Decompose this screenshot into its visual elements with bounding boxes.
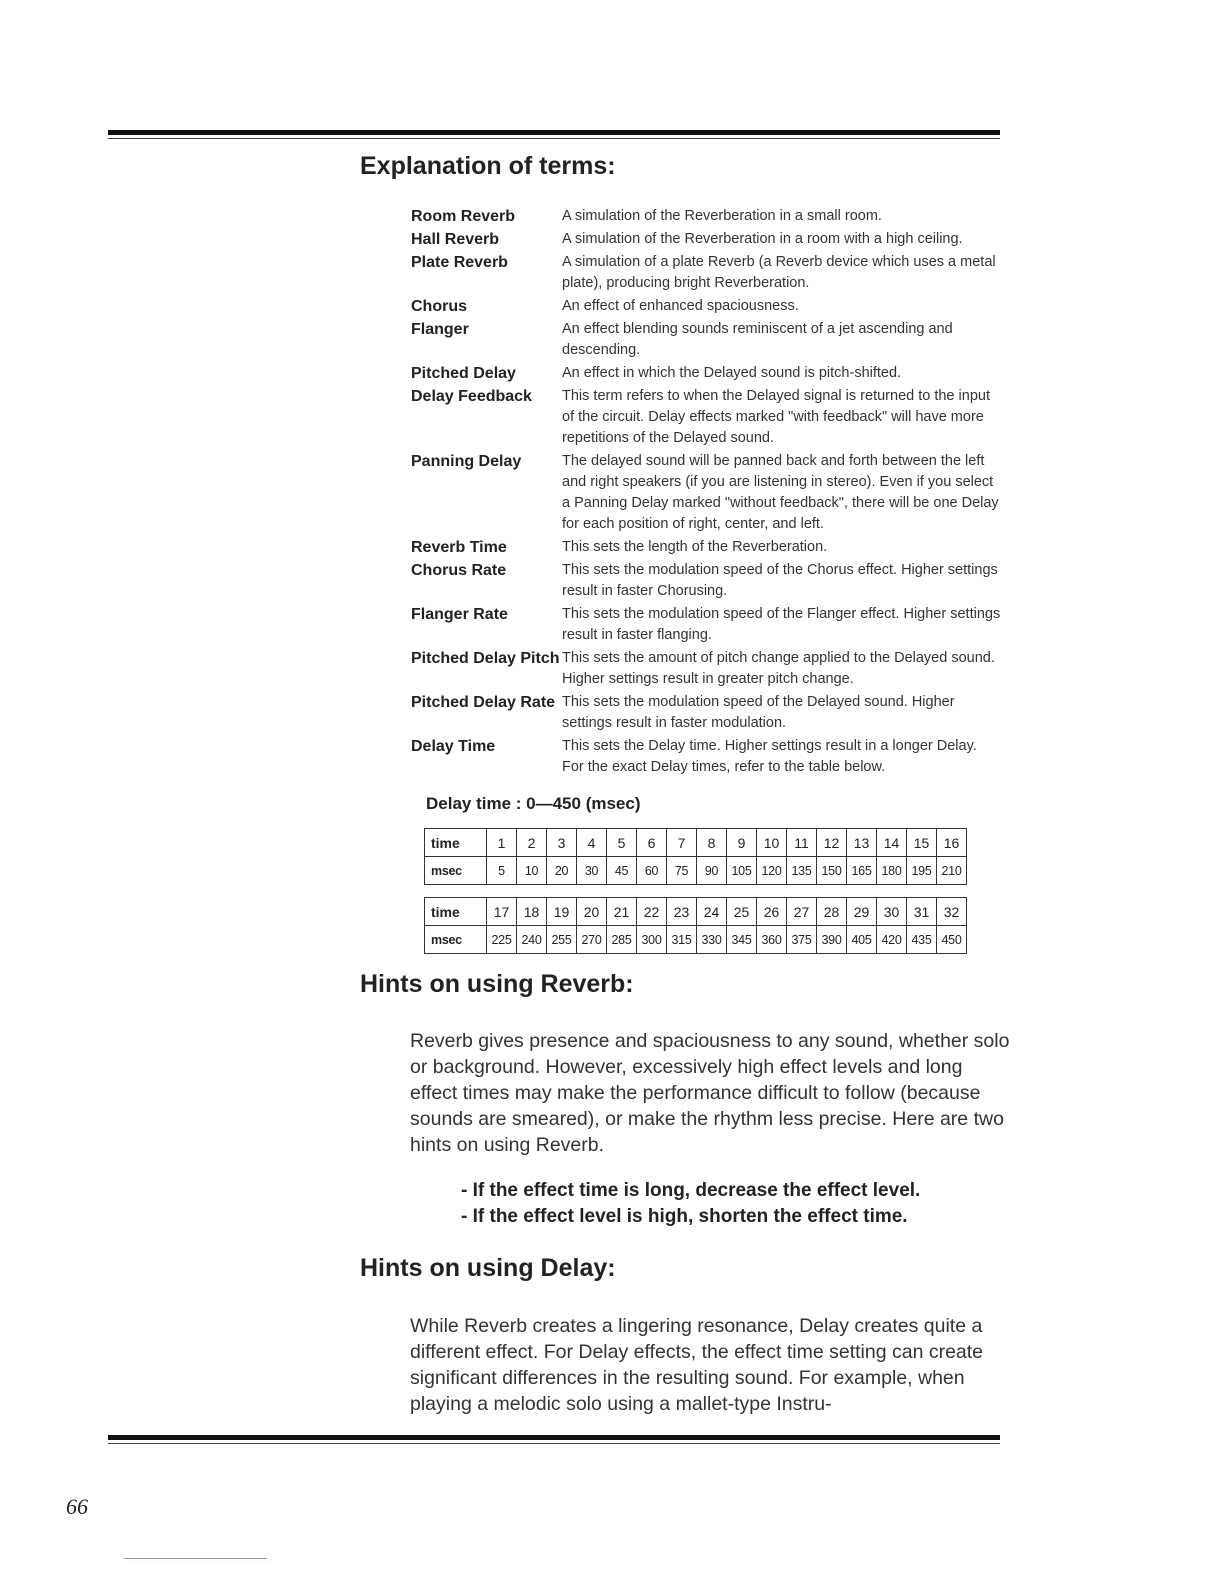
term-definition: This sets the amount of pitch change applied to the Delayed sound. Higher settings result in greater pitch change. <box>562 650 995 687</box>
term-label: Delay Feedback <box>411 388 532 405</box>
delay-time-table <box>424 828 967 885</box>
term-definition: A simulation of a plate Reverb (a Reverb device which uses a metal plate), producing bright Reverberation. <box>562 254 996 291</box>
term-row <box>411 252 1011 294</box>
msec-cell: 195 <box>907 857 937 885</box>
msec-cell: 180 <box>877 857 907 885</box>
time-cell: 8 <box>697 829 727 857</box>
msec-cell: 225 <box>487 926 517 954</box>
term-row <box>411 537 1011 558</box>
time-cell: 1 <box>487 829 517 857</box>
msec-cell: 285 <box>607 926 637 954</box>
msec-cell: 5 <box>487 857 517 885</box>
time-cell: 31 <box>907 898 937 926</box>
time-cell: 13 <box>847 829 877 857</box>
time-cell: 22 <box>637 898 667 926</box>
term-definition: This sets the modulation speed of the Flanger effect. Higher settings result in faster flanging. <box>562 606 1001 643</box>
term-definition: This sets the length of the Reverberation. <box>562 539 828 555</box>
term-label: Pitched Delay Rate <box>411 694 556 711</box>
reverb-hints-list <box>461 1178 920 1230</box>
msec-cell: 405 <box>847 926 877 954</box>
msec-cell: 10 <box>517 857 547 885</box>
term-label: Pitched Delay <box>411 365 516 382</box>
msec-cell: 435 <box>907 926 937 954</box>
term-label: Chorus Rate <box>411 562 507 579</box>
msec-cell: 210 <box>937 857 967 885</box>
reverb-hints-title: Hints on using Reverb: <box>360 970 634 998</box>
msec-cell: 20 <box>547 857 577 885</box>
time-cell: 11 <box>787 829 817 857</box>
term-label: Room Reverb <box>411 208 516 225</box>
time-row <box>425 898 967 926</box>
msec-cell: 90 <box>697 857 727 885</box>
msec-cell: 135 <box>787 857 817 885</box>
top-rule <box>108 130 1000 139</box>
time-cell: 27 <box>787 898 817 926</box>
term-definition: The delayed sound will be panned back and forth between the left and right speakers (if you are listening in stereo). Even if you select a Panning Delay marked "without feedback", there will be one Delay for each position of right, center, and left. <box>562 453 999 532</box>
time-cell: 24 <box>697 898 727 926</box>
time-row <box>425 829 967 857</box>
time-cell: 25 <box>727 898 757 926</box>
msec-cell: 120 <box>757 857 787 885</box>
term-definition: An effect of enhanced spaciousness. <box>562 298 799 314</box>
term-label: Delay Time <box>411 738 496 755</box>
footer-line <box>124 1558 267 1559</box>
term-definition: An effect blending sounds reminiscent of a jet ascending and descending. <box>562 321 953 358</box>
msec-cell: 45 <box>607 857 637 885</box>
term-row <box>411 206 1011 227</box>
msec-cell: 375 <box>787 926 817 954</box>
time-row-label: time <box>425 898 487 926</box>
msec-cell: 390 <box>817 926 847 954</box>
msec-row-label: msec <box>425 926 487 954</box>
term-row <box>411 363 1011 384</box>
term-row <box>411 451 1011 535</box>
term-row <box>411 560 1011 602</box>
time-cell: 28 <box>817 898 847 926</box>
msec-cell: 240 <box>517 926 547 954</box>
reverb-hints-paragraph: Reverb gives presence and spaciousness to any sound, whether solo or background. However, excessively high effect levels and long effect times may make the performance difficult to follow (because sounds are smeared), or make the rhythm less precise. Here are two hints on using Reverb. <box>410 1030 1010 1156</box>
msec-row-label: msec <box>425 857 487 885</box>
msec-cell: 360 <box>757 926 787 954</box>
time-cell: 23 <box>667 898 697 926</box>
term-label: Panning Delay <box>411 453 522 470</box>
term-label: Reverb Time <box>411 539 507 556</box>
msec-cell: 165 <box>847 857 877 885</box>
time-cell: 14 <box>877 829 907 857</box>
bottom-rule <box>108 1435 1000 1444</box>
explanation-title: Explanation of terms: <box>360 152 616 180</box>
term-label: Chorus <box>411 298 467 315</box>
msec-cell: 450 <box>937 926 967 954</box>
term-label: Flanger Rate <box>411 606 508 623</box>
delay-hints-title: Hints on using Delay: <box>360 1254 616 1282</box>
time-cell: 9 <box>727 829 757 857</box>
term-definition: An effect in which the Delayed sound is pitch-shifted. <box>562 365 902 381</box>
time-cell: 12 <box>817 829 847 857</box>
msec-cell: 300 <box>637 926 667 954</box>
time-cell: 19 <box>547 898 577 926</box>
time-cell: 15 <box>907 829 937 857</box>
term-definition: This sets the modulation speed of the Delayed sound. Higher settings result in faster modulation. <box>562 694 955 731</box>
term-definition: This sets the modulation speed of the Chorus effect. Higher settings result in faster Chorusing. <box>562 562 998 599</box>
msec-cell: 75 <box>667 857 697 885</box>
time-cell: 18 <box>517 898 547 926</box>
delay-hints-paragraph: While Reverb creates a lingering resonance, Delay creates quite a different effect. For Delay effects, the effect time setting can create significant differences in the resulting sound. For example, when playing a melodic solo using a mallet-type Instru- <box>410 1315 984 1415</box>
msec-cell: 270 <box>577 926 607 954</box>
terms-list <box>411 206 1011 778</box>
delay-table-caption: Delay time : 0—450 (msec) <box>426 794 641 813</box>
term-row <box>411 736 1011 778</box>
term-row <box>411 604 1011 646</box>
msec-row <box>425 857 967 885</box>
term-definition: This term refers to when the Delayed signal is returned to the input of the circuit. Delay effects marked "with feedback" will have more repetitions of the Delayed sound. <box>562 388 990 446</box>
msec-row <box>425 926 967 954</box>
time-cell: 30 <box>877 898 907 926</box>
term-label: Hall Reverb <box>411 231 500 248</box>
msec-cell: 60 <box>637 857 667 885</box>
time-cell: 5 <box>607 829 637 857</box>
term-row <box>411 386 1011 449</box>
msec-cell: 420 <box>877 926 907 954</box>
term-definition: This sets the Delay time. Higher settings result in a longer Delay. For the exact Delay times, refer to the table below. <box>562 738 977 775</box>
time-cell: 10 <box>757 829 787 857</box>
term-label: Flanger <box>411 321 469 338</box>
term-definition: A simulation of the Reverberation in a small room. <box>562 208 882 224</box>
time-cell: 4 <box>577 829 607 857</box>
delay-time-table <box>424 897 967 954</box>
msec-cell: 30 <box>577 857 607 885</box>
term-row <box>411 319 1011 361</box>
msec-cell: 330 <box>697 926 727 954</box>
time-cell: 21 <box>607 898 637 926</box>
msec-cell: 315 <box>667 926 697 954</box>
term-row <box>411 296 1011 317</box>
time-cell: 32 <box>937 898 967 926</box>
msec-cell: 255 <box>547 926 577 954</box>
time-cell: 29 <box>847 898 877 926</box>
time-cell: 20 <box>577 898 607 926</box>
msec-cell: 105 <box>727 857 757 885</box>
hint-item: - If the effect time is long, decrease the effect level. <box>461 1180 921 1201</box>
msec-cell: 150 <box>817 857 847 885</box>
time-cell: 17 <box>487 898 517 926</box>
term-label: Plate Reverb <box>411 254 508 271</box>
term-row <box>411 229 1011 250</box>
page-number: 66 <box>66 1494 88 1519</box>
term-row <box>411 648 1011 690</box>
term-label: Pitched Delay Pitch <box>411 650 560 667</box>
time-cell: 26 <box>757 898 787 926</box>
time-cell: 3 <box>547 829 577 857</box>
time-cell: 7 <box>667 829 697 857</box>
hint-item: - If the effect level is high, shorten the effect time. <box>461 1206 908 1227</box>
time-cell: 2 <box>517 829 547 857</box>
term-row <box>411 692 1011 734</box>
term-definition: A simulation of the Reverberation in a room with a high ceiling. <box>562 231 963 247</box>
msec-cell: 345 <box>727 926 757 954</box>
time-row-label: time <box>425 829 487 857</box>
time-cell: 6 <box>637 829 667 857</box>
time-cell: 16 <box>937 829 967 857</box>
